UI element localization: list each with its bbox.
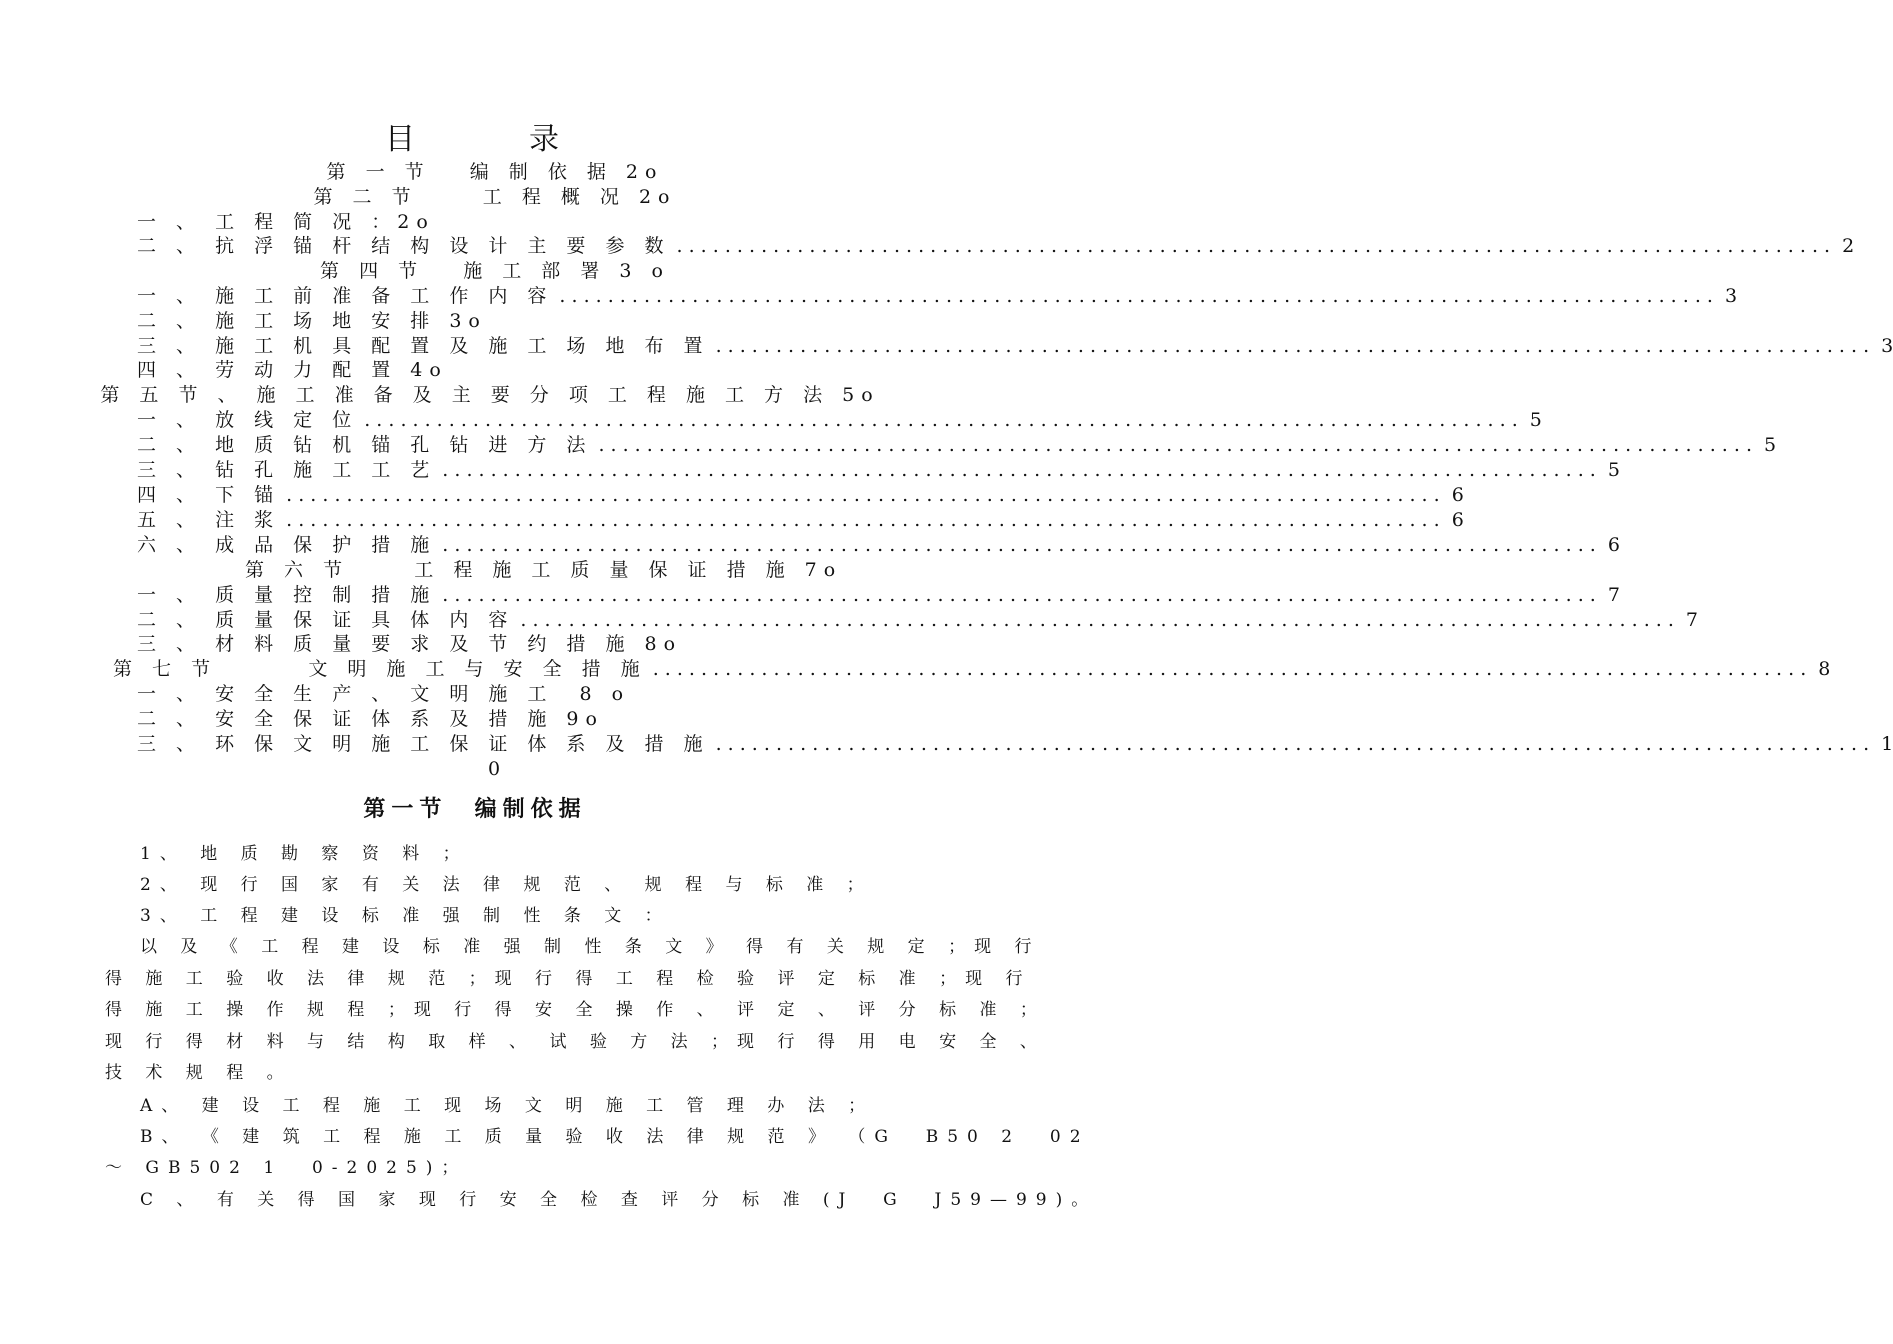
toc-page-number: 7 [1607, 584, 1620, 606]
toc-entry[interactable] [137, 508, 1464, 532]
body-line: C 、 有 关 得 国 家 现 行 安 全 检 查 评 分 标 准 (J G J59—99)。 [140, 1190, 1098, 1210]
toc-entry[interactable] [137, 234, 1855, 258]
toc-leader-dots [442, 583, 1596, 607]
toc-page-number: 8 [1818, 658, 1831, 680]
toc-entry-label: 二 、 抗 浮 锚 杆 结 构 设 计 主 要 参 数 [137, 235, 671, 257]
toc-leader-dots [598, 433, 1752, 457]
toc-entry[interactable] [137, 334, 1893, 358]
toc-entry-label: 六 、 成 品 保 护 措 施 [137, 534, 437, 556]
body-line: 得 施 工 操 作 规 程 ；现 行 得 安 全 操 作 、 评 定 、 评 分 标 准 ； [105, 1000, 1046, 1020]
toc-leader-dots [286, 483, 1440, 507]
toc-entry[interactable] [137, 533, 1620, 557]
toc-leader-dots [716, 732, 1870, 756]
toc-entry-label: 一 、 质 量 控 制 措 施 [137, 584, 437, 606]
toc-entry[interactable]: 一 、 安 全 生 产 、 文 明 施 工 8 ο [137, 683, 631, 705]
toc-leader-dots [653, 657, 1807, 681]
body-line: 得 施 工 验 收 法 律 规 范 ；现 行 得 工 程 检 验 评 定 标 准 ；现 行 [105, 969, 1032, 989]
toc-entry[interactable]: 四 、 劳 动 力 配 置 4ο [137, 359, 448, 381]
toc-entry[interactable]: 第 四 节 施 工 部 署 3 ο [320, 260, 670, 282]
toc-entry[interactable] [137, 583, 1620, 607]
body-line: 现 行 得 材 料 与 结 构 取 样 、 试 验 方 法 ；现 行 得 用 电 安 全 、 [105, 1032, 1046, 1052]
toc-page-number: 6 [1607, 534, 1620, 556]
toc-entry[interactable] [137, 408, 1542, 432]
toc-entry[interactable]: 一 、 工 程 简 况 ：2ο [137, 211, 435, 233]
toc-entry[interactable] [137, 483, 1464, 507]
toc-entry-label: 三 、 施 工 机 具 配 置 及 施 工 场 地 布 置 [137, 335, 710, 357]
toc-entry[interactable] [137, 458, 1620, 482]
toc-entry-label: 一 、 施 工 前 准 备 工 作 内 容 [137, 285, 554, 307]
toc-entry-label: 五 、 注 浆 [137, 509, 281, 531]
toc-entry[interactable] [137, 608, 1699, 632]
toc-leader-dots [364, 408, 1518, 432]
toc-leader-dots [286, 508, 1440, 532]
toc-leader-dots [442, 533, 1596, 557]
toc-leader-dots [520, 608, 1674, 632]
body-line: 2、 现 行 国 家 有 关 法 律 规 范 、 规 程 与 标 准 ； [140, 875, 873, 895]
toc-entry-label: 二 、 质 量 保 证 具 体 内 容 [137, 609, 515, 631]
section-heading: 第一节 编制依据 [363, 796, 587, 822]
toc-entry[interactable]: 二 、 施 工 场 地 安 排 3ο [137, 310, 487, 332]
toc-entry[interactable] [113, 657, 1831, 681]
toc-entry-label: 第 七 节 文 明 施 工 与 安 全 措 施 [113, 658, 647, 680]
toc-page-number: 7 [1685, 609, 1699, 631]
body-line: A、 建 设 工 程 施 工 现 场 文 明 施 工 管 理 办 法 ； [140, 1096, 875, 1116]
toc-entry[interactable]: 二 、 安 全 保 证 体 系 及 措 施 9ο [137, 708, 604, 730]
toc-entry[interactable]: 第 一 节 编 制 依 据 2ο [326, 161, 664, 183]
body-line: 3、 工 程 建 设 标 准 强 制 性 条 文 ： [140, 906, 671, 926]
toc-entry-label: 三 、 环 保 文 明 施 工 保 证 体 系 及 措 施 [137, 733, 710, 755]
toc-page-number: 1 [1881, 733, 1893, 755]
toc-leader-dots [442, 458, 1596, 482]
toc-entry-label: 二 、 地 质 钻 机 锚 孔 钻 进 方 法 [137, 434, 593, 456]
toc-entry-label: 三 、 钻 孔 施 工 工 艺 [137, 459, 437, 481]
toc-page-number: 5 [1607, 459, 1620, 481]
toc-title: 目 录 [385, 122, 565, 157]
body-line: 1、 地 质 勘 察 资 料 ； [140, 844, 469, 864]
toc-entry[interactable] [137, 433, 1777, 457]
toc-page-number: 3 [1724, 285, 1738, 307]
toc-leader-dots [716, 334, 1870, 358]
toc-page-number: 2 [1842, 235, 1855, 257]
body-line: 技 术 规 程 。 [105, 1063, 293, 1083]
toc-leader-dots [559, 284, 1713, 308]
toc-entry[interactable] [137, 732, 1893, 756]
toc-page-number: 5 [1764, 434, 1777, 456]
toc-entry[interactable]: 第 五 节 、 施 工 准 备 及 主 要 分 项 工 程 施 工 方 法 5ο [100, 384, 880, 406]
toc-entry[interactable]: 第 二 节 工 程 概 况 2ο [313, 186, 677, 208]
toc-entry[interactable]: 三 、 材 料 质 量 要 求 及 节 约 措 施 8ο [137, 633, 683, 655]
toc-entry-label: 一 、 放 线 定 位 [137, 409, 359, 431]
toc-page-number: 6 [1451, 484, 1464, 506]
body-line: 以 及 《 工 程 建 设 标 准 强 制 性 条 文 》 得 有 关 规 定 ；现 行 [140, 937, 1041, 957]
toc-entry-label: 四 、 下 锚 [137, 484, 281, 506]
toc-entry[interactable] [137, 284, 1738, 308]
toc-page-number: 6 [1451, 509, 1464, 531]
toc-page-number: 5 [1529, 409, 1542, 431]
toc-entry-continuation[interactable]: 0 [488, 758, 508, 780]
body-line: ～ GB502 1 0-2025)； [105, 1158, 468, 1178]
body-line: B、 《 建 筑 工 程 施 工 质 量 验 收 法 律 规 范 》 （G B50 2 02 [140, 1127, 1090, 1147]
toc-page-number: 3 [1881, 335, 1893, 357]
toc-entry[interactable]: 第 六 节 工 程 施 工 质 量 保 证 措 施 7ο [245, 559, 843, 581]
toc-leader-dots [677, 234, 1831, 258]
